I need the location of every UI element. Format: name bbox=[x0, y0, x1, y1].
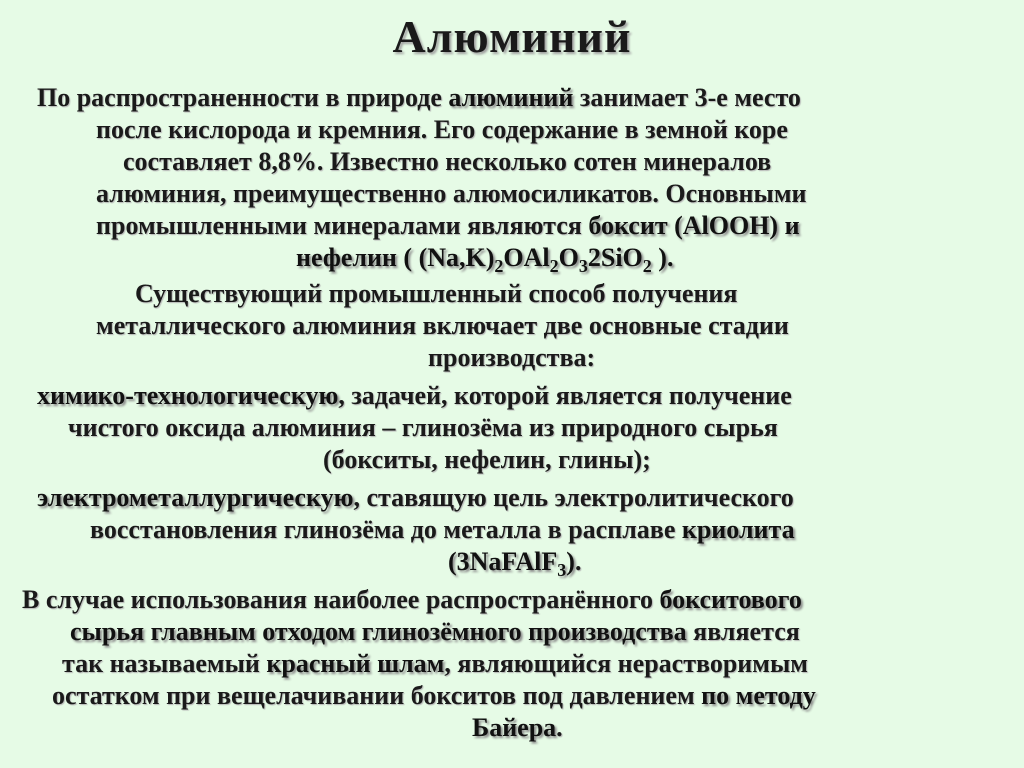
text-span: , задачей, которой является получение bbox=[338, 381, 792, 410]
formula-line bbox=[0, 546, 1024, 578]
highlight-term: Байера bbox=[472, 713, 557, 742]
text-line bbox=[0, 616, 1024, 648]
text-line: производства: bbox=[428, 343, 596, 372]
text-span: OAl bbox=[503, 243, 550, 272]
highlight-term: электрометаллургическую bbox=[37, 483, 354, 512]
text-line: металлического алюминия включает две основные стадии bbox=[96, 311, 789, 340]
highlight-term: красный шлам bbox=[266, 649, 445, 678]
text-line: (бокситы, нефелин, глины); bbox=[323, 445, 651, 474]
subscript: 3 bbox=[557, 560, 567, 580]
text-span: По распространенности в природе bbox=[37, 83, 449, 112]
text-span: . bbox=[556, 713, 563, 742]
paragraph-red-mud bbox=[0, 584, 1024, 744]
highlight-term: бокситового bbox=[659, 585, 802, 614]
subscript: 3 bbox=[578, 256, 588, 276]
text-span: , являющийся нерастворимым bbox=[444, 649, 808, 678]
text-line bbox=[0, 712, 1024, 744]
text-line bbox=[0, 82, 1024, 114]
text-span: (3NaFAlF bbox=[448, 547, 558, 576]
highlight-term: криолита bbox=[681, 515, 795, 544]
text-line bbox=[0, 514, 1024, 546]
text-span: ). bbox=[651, 243, 674, 272]
text-line bbox=[0, 380, 1024, 412]
text-span: , ставящую цель электролитического bbox=[353, 483, 794, 512]
slide-title: Алюминий bbox=[392, 11, 632, 62]
text-line bbox=[0, 482, 1024, 514]
text-span: занимает 3-е место bbox=[573, 83, 801, 112]
paragraph-electro-stage bbox=[0, 482, 1024, 578]
text-span: . bbox=[574, 547, 582, 576]
text-span: O bbox=[558, 243, 579, 272]
text-line: алюминия, преимущественно алюмосиликатов. Основными bbox=[96, 179, 807, 208]
text-span: 2SiO bbox=[587, 243, 643, 272]
formula-line bbox=[0, 242, 1024, 274]
highlight-term: химико-технологическую bbox=[37, 381, 339, 410]
text-line: составляет 8,8%. Известно несколько сотен минералов bbox=[123, 147, 772, 176]
text-line: чистого оксида алюминия – глинозёма из природного сырья bbox=[68, 413, 778, 442]
text-line bbox=[0, 680, 1024, 712]
text-line: Существующий промышленный способ получения bbox=[135, 279, 738, 308]
paragraph-abundance bbox=[0, 82, 1024, 274]
text-span: ) bbox=[566, 547, 575, 576]
highlight-term: боксит (AlOOH) и bbox=[588, 211, 800, 240]
text-line bbox=[0, 648, 1024, 680]
subscript: 2 bbox=[494, 256, 504, 276]
text-span: нефелин ( (Na,K) bbox=[296, 243, 495, 272]
text-span: восстановления глинозёма до металла в расплаве bbox=[90, 515, 682, 544]
highlight-term: алюминий bbox=[448, 83, 574, 112]
text-line bbox=[0, 210, 1024, 242]
subscript: 2 bbox=[642, 256, 652, 276]
highlight-term bbox=[448, 547, 575, 580]
text-span: В случае использования наиболее распространённого bbox=[22, 585, 660, 614]
subscript: 2 bbox=[549, 256, 559, 276]
paragraph-process bbox=[0, 278, 1024, 374]
text-span: промышленными минералами являются bbox=[96, 211, 589, 240]
text-line: после кислорода и кремния. Его содержание в земной коре bbox=[96, 115, 788, 144]
text-span: является bbox=[686, 617, 800, 646]
text-span: остатком при вещелачивании бокситов под давлением bbox=[52, 681, 702, 710]
paragraph-chemical-stage bbox=[0, 380, 1024, 476]
highlight-term: по методу bbox=[701, 681, 816, 710]
text-span: так называемый bbox=[62, 649, 267, 678]
text-line bbox=[0, 584, 1024, 616]
highlight-term: сырья главным отходом глинозёмного производства bbox=[70, 617, 687, 646]
